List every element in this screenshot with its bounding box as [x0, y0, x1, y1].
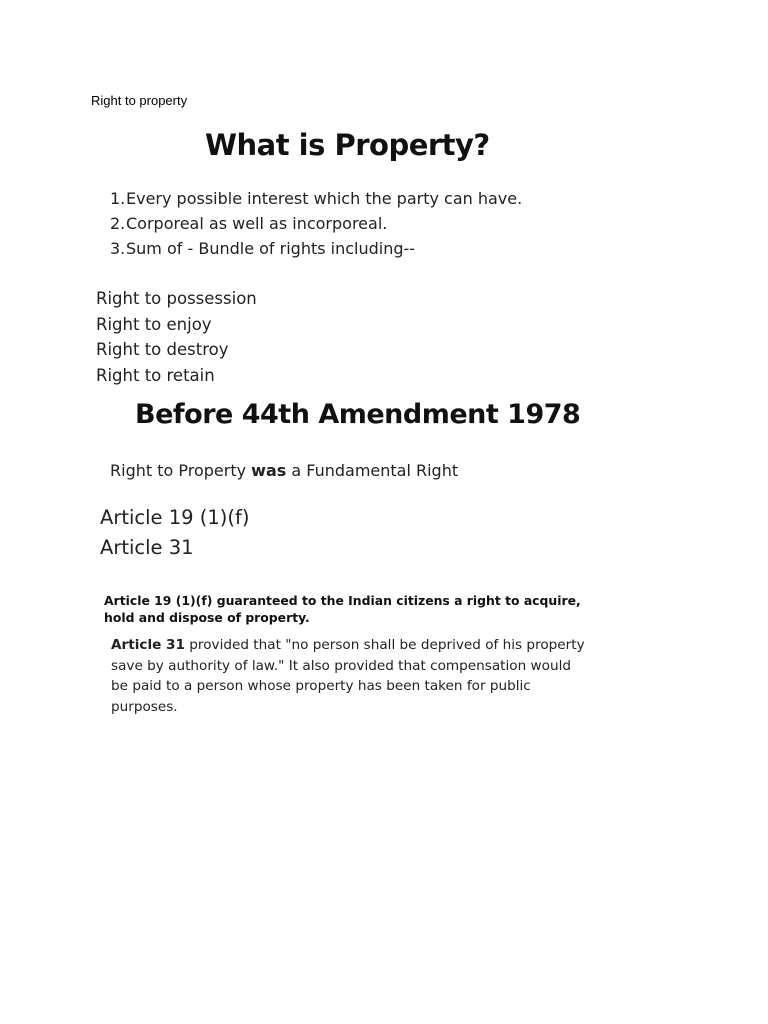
list-item-text: Every possible interest which the party can have.	[126, 189, 523, 208]
list-item: Right to retain	[96, 365, 215, 385]
list-item	[110, 236, 522, 261]
article-31-label: Article 31	[111, 637, 185, 653]
document-title: Right to property	[91, 93, 188, 108]
list-item: Right to enjoy	[96, 314, 212, 334]
bundle-of-rights-list	[96, 286, 257, 388]
section-heading-what-is-property: What is Property?	[205, 128, 490, 162]
list-item	[110, 186, 522, 211]
article-19-paragraph: Article 19 (1)(f) guaranteed to the Indian citizens a right to acquire, hold and dispose of property.	[104, 593, 581, 625]
status-text-post: a Fundamental Right	[286, 461, 459, 480]
list-item-number: 3.	[110, 239, 126, 258]
fundamental-right-status	[110, 461, 458, 480]
list-item-number: 1.	[110, 189, 126, 208]
list-item-number: 2.	[110, 214, 126, 233]
list-item: Right to destroy	[96, 340, 229, 359]
property-definition-list	[110, 186, 522, 261]
list-item-text: Sum of - Bundle of rights including--	[126, 239, 416, 258]
list-item: Article 19 (1)(f)	[100, 506, 250, 529]
section-heading-before-44th-amendment: Before 44th Amendment 1978	[135, 399, 581, 430]
status-text-pre: Right to Property	[110, 461, 252, 480]
articles-list	[100, 503, 249, 563]
list-item: Right to possession	[96, 289, 257, 308]
article-31-paragraph	[111, 635, 591, 717]
list-item: Article 31	[100, 536, 194, 559]
article-31-text: provided that "no person shall be deprived of his property save by authority of law." It also provided that compensation would be paid to a person whose property has been taken for public purposes.	[111, 637, 585, 715]
list-item	[110, 211, 522, 236]
status-text-bold: was	[251, 461, 287, 480]
list-item-text: Corporeal as well as incorporeal.	[126, 214, 388, 233]
